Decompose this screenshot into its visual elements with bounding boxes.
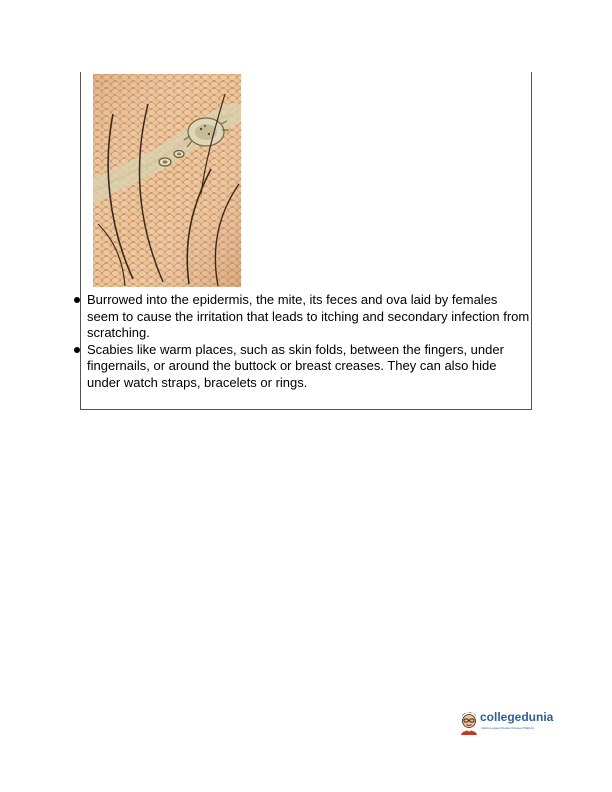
scabies-illustration bbox=[93, 74, 241, 287]
content-box bbox=[80, 72, 532, 410]
bullet-text: Scabies like warm places, such as skin folds, between the fingers, under fingernails, or around the buttock or breast creases. They can also hide under watch straps, bracelets or rings. bbox=[87, 341, 504, 390]
logo-name: collegedunia bbox=[480, 710, 554, 724]
bullet-text: Burrowed into the epidermis, the mite, its feces and ova laid by females seem to cause the irritation that leads to itching and secondary infection from scratching. bbox=[87, 292, 530, 341]
mascot-student-icon bbox=[458, 708, 480, 736]
bullet-list bbox=[81, 292, 531, 392]
list-item bbox=[81, 292, 531, 342]
bullet-icon bbox=[74, 347, 80, 353]
logo-tagline: India's Largest Student Review Platform bbox=[481, 726, 535, 730]
bullet-icon bbox=[74, 297, 80, 303]
list-item bbox=[81, 342, 531, 392]
collegedunia-logo[interactable] bbox=[458, 708, 558, 736]
